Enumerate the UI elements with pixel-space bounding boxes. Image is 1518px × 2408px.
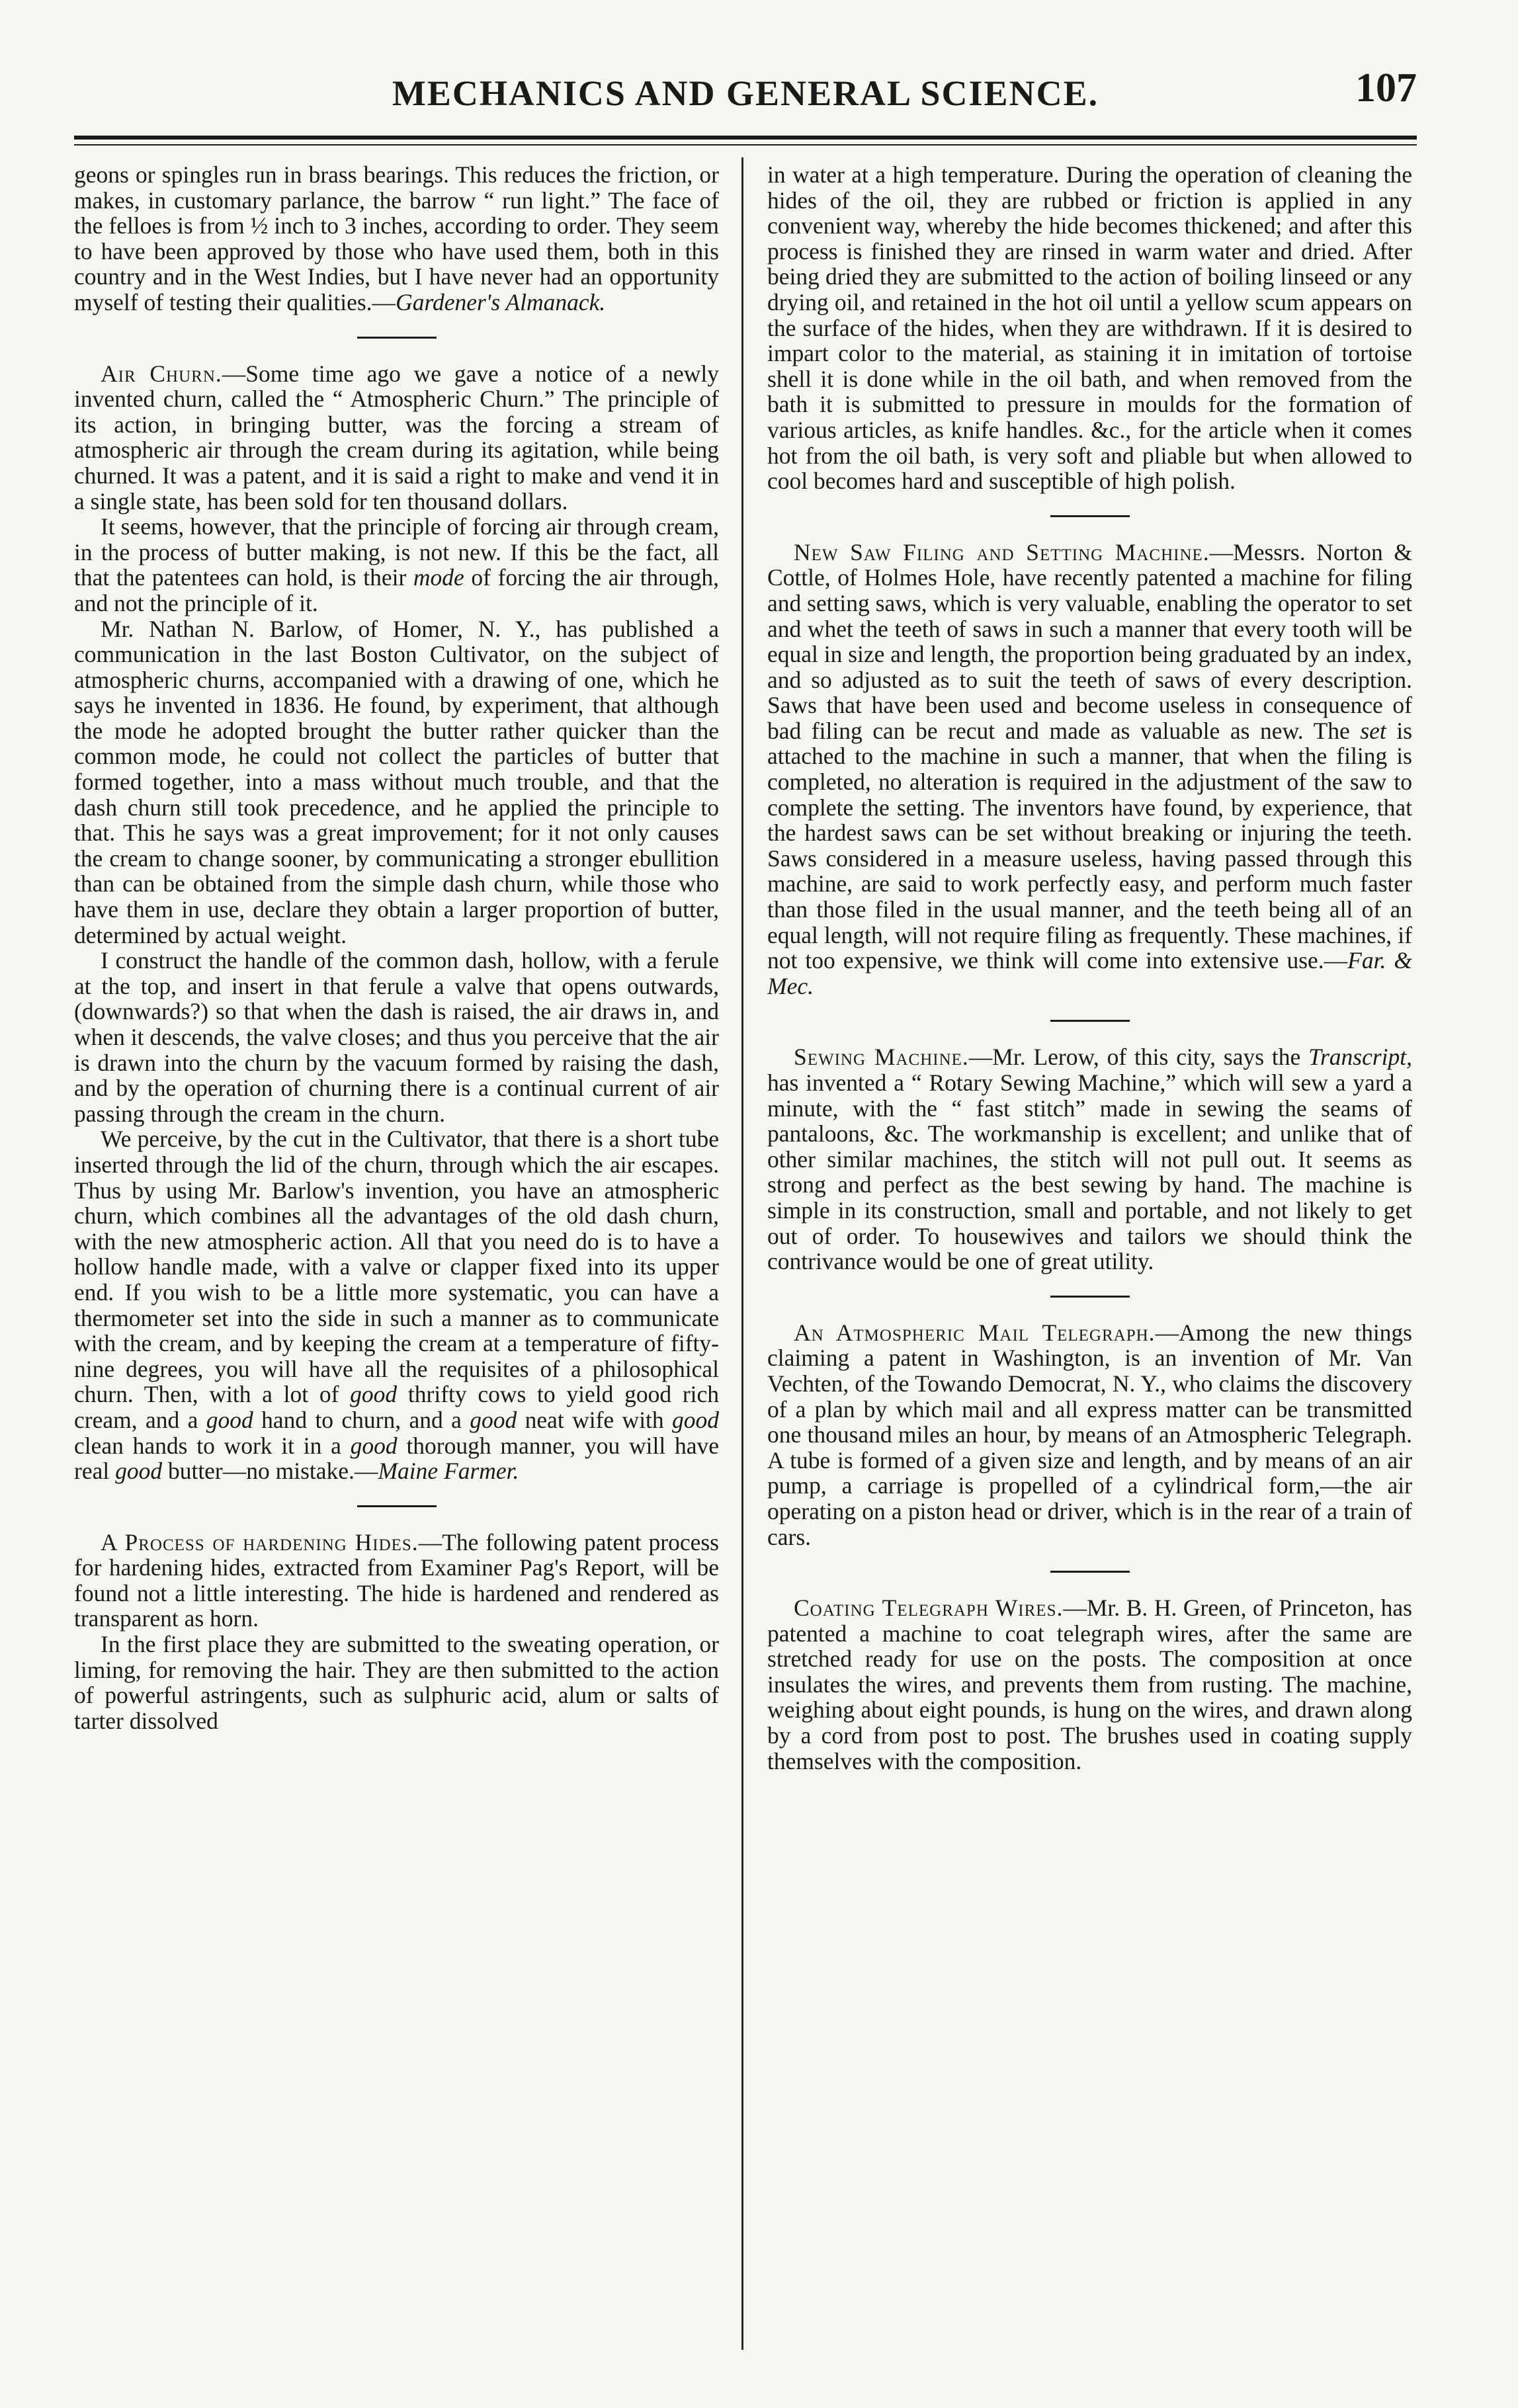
article-air-churn	[74, 361, 719, 1484]
paragraph-text: —The following patent process for hardening hides, extracted from Examiner Pag's Report, will be found not a little interesting. The hide is hardened and rendered as transparent as horn.	[74, 1528, 719, 1632]
article-title: Sewing Machine.	[794, 1044, 969, 1071]
article-saw-machine	[767, 540, 1412, 999]
paragraph-text: We perceive, by the cut in the Cultivator, that there is a short tube inserted through the lid of the churn, through which the air escapes. Thus by using Mr. Barlow's invention, you have an atmospheric churn, which combines all the advantages of the old dash churn, with the new atmospheric action. All that you need do is to have a hollow handle made, with a valve or clapper fixed into its upper end. If you wish to be a little more systematic, you can have a thermometer set into the side in such a manner as to communicate with the cream, and by keeping the cream at a temperature of fifty-nine degrees, you will have all the requisites of a philosophical churn. Then, with a lot of	[74, 1126, 719, 1408]
paragraph-text: geons or spingles run in brass bearings. This reduces the friction, or makes, in customary parlance, the barrow “ run light.” The face of the felloes is from ½ inch to 3 inches, according to order. They seem to have been approved by those who have used them, both in this country and in the West Indies, but I have never had an opportunity myself of testing their qualities.—	[74, 162, 719, 315]
article-separator	[1050, 515, 1130, 517]
source-citation: Far. & Mec.	[767, 947, 1412, 999]
emphasis: good	[115, 1458, 163, 1485]
paragraph-text: hand to churn, and a	[261, 1406, 462, 1433]
right-column	[767, 162, 1412, 2345]
paragraph-text: butter—no mistake.—	[167, 1458, 378, 1485]
running-title: MECHANICS AND GENERAL SCIENCE.	[392, 73, 1099, 113]
article-separator	[1050, 1571, 1130, 1573]
header-rule-thin	[74, 144, 1417, 145]
emphasis: good	[206, 1406, 253, 1433]
article-sewing-machine	[767, 1044, 1412, 1274]
article-title: New Saw Filing and Setting Machine.	[794, 538, 1210, 565]
source-citation: Gardener's Almanack.	[396, 288, 606, 315]
paragraph-text: clean hands to work it in a	[74, 1432, 341, 1459]
paragraph-text: —Among the new things claiming a patent in Washington, is an invention of Mr. Van Vechten, of the Towando Democrat, N. Y., who claims the discovery of a plan by which mail and all express matter can be transmitted one thousand miles an hour, by means of an Atmospheric Telegraph. A tube is formed of a given size and length, and by means of an air pump, a carriage is propelled of a cylindrical form,—the air operating on a piston head or driver, which is in the rear of a train of cars.	[767, 1319, 1412, 1550]
emphasis: set	[1360, 717, 1386, 744]
paragraph-text: —Mr. B. H. Green, of Princeton, has patented a machine to coat telegraph wires, after the same are stretched ready for use on the posts. The composition at once insulates the wires, and prevents them from rusting. The machine, weighing about eight pounds, is hung on the wires, and drawn along by a cord from post to post. The brushes used in coating supply themselves with the composition.	[767, 1595, 1412, 1774]
article-continuation	[74, 162, 719, 315]
article-title: Air Churn.	[101, 360, 222, 387]
article-separator	[357, 1505, 437, 1507]
article-coating-wires	[767, 1595, 1412, 1774]
article-title: Coating Telegraph Wires.	[794, 1595, 1064, 1622]
paragraph-text: —Messrs. Norton & Cottle, of Holmes Hole, have recently patented a machine for filing and setting saws, which is very valuable, enabling the operator to set and whet the teeth of saws in such a manner that every tooth will be equal in size and length, the proportion being graduated by an index, and so adjusted as to suit the teeth of saws of every description. Saws that have been used and become useless in consequence of bad filing can be recut and made as valuable as new. The	[767, 538, 1412, 744]
emphasis: mode	[413, 564, 464, 591]
source-citation: Maine Farmer.	[378, 1458, 519, 1485]
emphasis: good	[672, 1406, 719, 1433]
paragraph-text: —Mr. Lerow, of this city, says the	[968, 1044, 1301, 1071]
paragraph-text: thorough manner, you will have real	[74, 1432, 719, 1485]
emphasis: good	[350, 1381, 398, 1408]
header-rule-thick	[74, 136, 1417, 140]
paragraph-text: It seems, however, that the principle of forcing air through cream, in the process of butter making, is not new. If this be the fact, all that the patentees can hold, is their	[74, 513, 719, 591]
paragraph-text: has invented a “ Rotary Sewing Machine,” which will sew a yard a minute, with the “ fast stitch” made in sewing the seams of pantaloons, &c. The workmanship is excellent; and unlike that of other similar machines, the stitch will not pull out. It seems as strong and perfect as the best sewing by hand. The machine is simple in its construction, small and portable, and not likely to get out of order. To housewives and tailors we should think the contrivance would be one of great utility.	[767, 1069, 1412, 1275]
paragraph-text: neat wife with	[525, 1406, 664, 1433]
paragraph: Mr. Nathan N. Barlow, of Homer, N. Y., has published a communication in the last Boston Cultivator, on the subject of atmospheric churns, accompanied with a drawing of one, which he says he invented in 1836. He found, by experiment, that although the mode he adopted brought the butter rather quicker than the common mode, he could not collect the particles of butter that formed together, into a mass without much trouble, and that the dash churn still took precedence, and he applied the principle to that. This he says was a great improvement; for it not only causes the cream to change sooner, by communicating a stronger ebullition than can be obtained from the simple dash churn, while those who have them in use, declare they obtain a larger proportion of butter, determined by actual weight.	[74, 615, 719, 948]
left-column	[74, 162, 719, 2345]
article-continuation: in water at a high temperature. During the operation of cleaning the hides of the oil, they are rubbed or friction is applied in any convenient way, whereby the hide becomes thickened; and after this process is finished they are rinsed in warm water and dried. After being dried they are submitted to the action of boiling linseed or any drying oil, and retained in the hot oil until a yellow scum appears on the surface of the hides, when they are withdrawn. If it is desired to impart color to the material, as staining it in imitation of tortoise shell it is done while in the oil bath, and when removed from the bath it is submitted to pressure in moulds for the formation of various articles, as knife handles. &c., for the article when it comes hot from the oil bath, is very soft and pliable but when allowed to cool becomes hard and susceptible of high polish.	[767, 162, 1412, 495]
paragraph: I construct the handle of the common dash, hollow, with a ferule at the top, and insert in that ferule a valve that opens outwards, (downwards?) so that when the dash is raised, the air draws in, and when it descends, the valve closes; and thus you perceive that the air is drawn into the churn by the vacuum formed by raising the dash, and by the operation of churning there is a continual current of air passing through the cream in the churn.	[74, 947, 719, 1127]
article-separator	[1050, 1296, 1130, 1298]
paragraph-text: —Some time ago we gave a notice of a newly invented churn, called the “ Atmospheric Churn.” The principle of its action, in bringing butter, was the forcing a stream of atmospheric air through the cream during its agitation, while being churned. It was a patent, and it is said a right to make and vend it in a single state, has been sold for ten thousand dollars.	[74, 360, 719, 515]
paragraph-text: thrifty cows to yield good rich cream, and a	[74, 1381, 719, 1433]
article-title: An Atmospheric Mail Telegraph.	[794, 1319, 1156, 1346]
article-mail-telegraph	[767, 1320, 1412, 1550]
emphasis: good	[470, 1406, 517, 1433]
article-hardening-hides	[74, 1530, 719, 1734]
paragraph-text: of forcing the air through, and not the principle of it.	[74, 564, 719, 616]
column-divider	[741, 157, 743, 2350]
page-number: 107	[1355, 65, 1417, 110]
article-separator	[1050, 1020, 1130, 1022]
page-header	[74, 61, 1417, 134]
article-title: A Process of hardening Hides.	[101, 1528, 419, 1556]
emphasis: Transcript,	[1308, 1044, 1412, 1071]
emphasis: good	[350, 1432, 398, 1459]
paragraph-text: is attached to the machine in such a manner, that when the filing is completed, no alteration is required in the adjustment of the saw to complete the setting. The inventors have found, by experience, that the hardest saws can be set without breaking or injuring the teeth. Saws considered in a measure useless, having passed through this machine, are said to work perfectly easy, and perform much faster than those filed in the usual manner, and the teeth being all of an equal length, will not require filing as frequently. These machines, if not too expensive, we think will come into extensive use.—	[767, 717, 1412, 974]
article-separator	[357, 337, 437, 339]
paragraph: In the first place they are submitted to the sweating operation, or liming, for removing the hair. They are then submitted to the action of powerful astringents, such as sulphuric acid, alum or salts of tarter dissolved	[74, 1631, 719, 1734]
